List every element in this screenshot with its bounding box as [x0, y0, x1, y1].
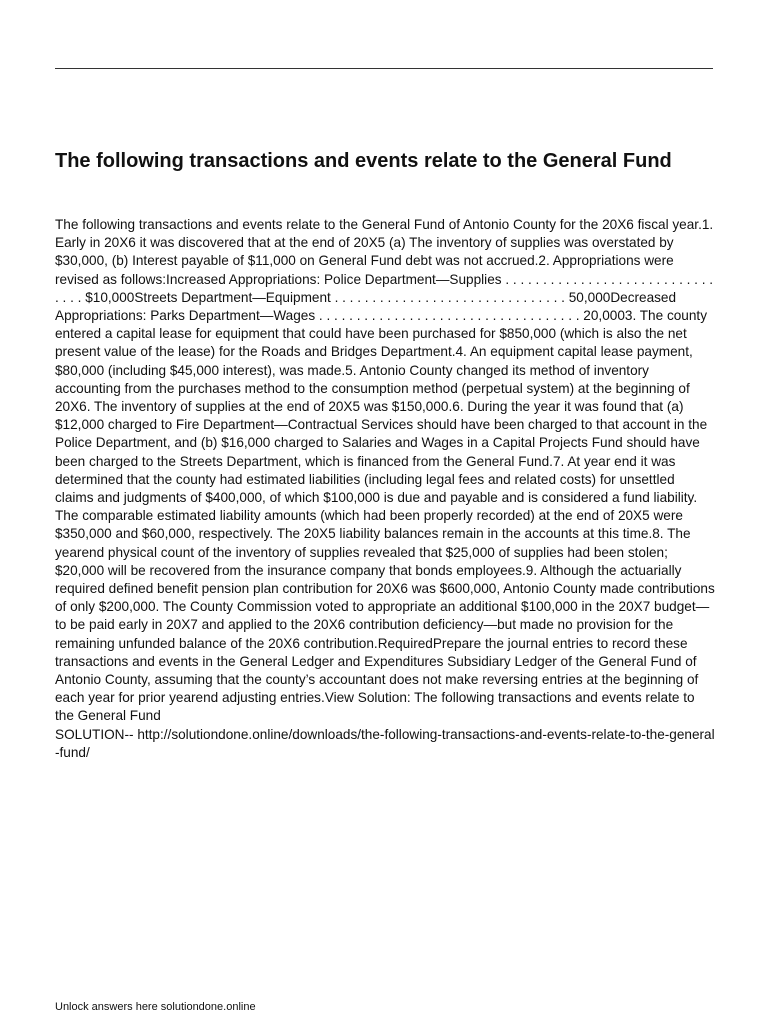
footer-text: Unlock answers here solutiondone.online — [55, 1001, 256, 1013]
page-title: The following transactions and events relate to the General Fund — [55, 150, 672, 172]
top-divider — [55, 68, 713, 69]
body-paragraph: The following transactions and events relate to the General Fund of Antonio County for the 20X6 fiscal year.1. Early in 20X6 it was discovered that at the end of 20X5 (a) The inventory of supplies was overstated by $30,000, (b) Interest payable of $11,000 on General Fund debt was not accrued.2. Appropriations were revised as follows:Increased Appropriations: Police Department—Supplies . . . . . . . . . . . . . . . . . . . . . . . . . . . . . . . . $10,000Streets Department—Equipment . . . . . . . . . . . . . . . . . . . . . . . . . . . . . . . 50,000Decreased Appropriations: Parks Department—Wages . . . . . . . . . . . . . . . . . . . . . . . . . . . . . . . . . . . 20,0003. The county entered a capital lease for equipment that could have been purchased for $850,000 (which is also the net present value of the lease) for the Roads and Bridges Department.4. An equipment capital lease payment, $80,000 (including $45,000 interest), was made.5. Antonio County changed its method of inventory accounting from the purchases method to the consumption method (perpetual system) at the beginning of 20X6. The inventory of supplies at the end of 20X5 was $150,000.6. During the year it was found that (a) $12,000 charged to Fire Department—Contractual Services should have been charged to that account in the Police Department, and (b) $16,000 charged to Salaries and Wages in a Capital Projects Fund should have been charged to the Streets Department, which is financed from the General Fund.7. At year end it was determined that the county had estimated liabilities (including legal fees and related costs) for unsettled claims and judgments of $400,000, of which $100,000 is due and payable and is considered a fund liability. The comparable estimated liability amounts (which had been properly recorded) at the end of 20X5 were $350,000 and $60,000, respectively. The 20X5 liability balances remain in the accounts at this time.8. The yearend physical count of the inventory of supplies revealed that $25,000 of supplies had been stolen; $20,000 will be recovered from the insurance company that bonds employees.9. Although the actuarially required defined benefit pension plan contribution for 20X6 was $600,000, Antonio County made contributions of only $200,000. The County Commission voted to appropriate an additional $100,000 in the 20X7 budget—to be paid early in 20X7 and applied to the 20X6 contribution deficiency—but made no provision for the remaining unfunded balance of the 20X6 contribution.RequiredPrepare the journal entries to record these transactions and events in the General Ledger and Expenditures Subsidiary Ledger of the General Fund of Antonio County, assuming that the county’s accountant does not make reversing entries at the beginning of each year for prior yearend adjusting entries.View Solution: The following transactions and events relate to the General Fund — [55, 217, 715, 724]
solution-link[interactable]: SOLUTION-- http://solutiondone.online/downloads/the-following-transactions-and-events-relate-to-the-general-fund/ — [55, 726, 715, 760]
document-body — [55, 216, 715, 762]
